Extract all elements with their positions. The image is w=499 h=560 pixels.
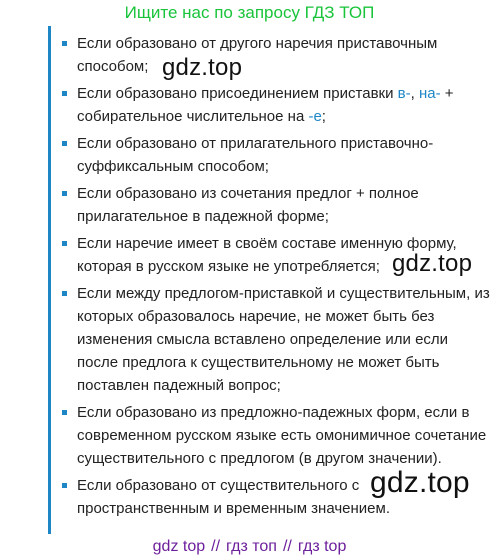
bullet-icon bbox=[62, 241, 67, 246]
bullet-icon bbox=[62, 291, 67, 296]
list-item-text: Если между предлогом-приставкой и существительным, из которых образовалось наречие, не может быть без изменения смысла вставлено определение или если после предлога к существительному не может быть поставлен падежный вопрос; bbox=[77, 285, 490, 394]
left-accent-rule bbox=[48, 26, 51, 534]
list-item-text: Если образовано присоединением приставки в-, на- + собирательное числительное на -е; bbox=[77, 85, 454, 125]
list-item bbox=[62, 182, 492, 228]
footer-separator: // bbox=[211, 538, 221, 555]
list-item bbox=[62, 401, 492, 470]
bullet-icon bbox=[62, 483, 67, 488]
list-item-text: Если образовано от прилагательного приставочно-суффиксальным способом; bbox=[77, 135, 434, 175]
footer-separator: // bbox=[282, 538, 292, 555]
list-item-text: Если образовано от существительного с пространственным и временным значением. bbox=[77, 477, 390, 517]
list-item bbox=[62, 132, 492, 178]
highlight-suffix-e: -е bbox=[308, 108, 322, 125]
list-item-text: Если образовано из предложно-падежных форм, если в современном русском языке есть омонимичное сочетание существительного с предлогом (в другом значении). bbox=[77, 404, 487, 467]
list-item-text: Если наречие имеет в своём составе именную форму, которая в русском языке не употребляется; bbox=[77, 235, 457, 275]
bullet-icon bbox=[62, 91, 67, 96]
watermark: gdz.top bbox=[162, 54, 243, 81]
list-item-text: Если образовано из сочетания предлог + полное прилагательное в падежной форме; bbox=[77, 185, 419, 225]
list-item bbox=[62, 82, 492, 128]
bullet-icon bbox=[62, 41, 67, 46]
bullet-icon bbox=[62, 141, 67, 146]
list-item-text: Если образовано от другого наречия приставочным способом; bbox=[77, 35, 438, 75]
bullet-icon bbox=[62, 191, 67, 196]
rules-list bbox=[62, 32, 492, 524]
search-hint-header: Ищите нас по запросу ГДЗ ТОП bbox=[124, 3, 375, 22]
footer-link[interactable]: гдз top bbox=[297, 538, 347, 555]
highlight-prefix-na: на- bbox=[418, 85, 441, 102]
highlight-prefix-v: в- bbox=[397, 85, 411, 102]
list-item bbox=[62, 282, 492, 397]
list-item bbox=[62, 32, 492, 78]
watermark: gdz.top bbox=[392, 250, 473, 277]
footer-link[interactable]: гдз топ bbox=[226, 538, 277, 555]
footer-link[interactable]: gdz top bbox=[152, 538, 206, 555]
footer-links bbox=[0, 536, 499, 558]
bullet-icon bbox=[62, 410, 67, 415]
watermark: gdz.top bbox=[370, 466, 470, 499]
